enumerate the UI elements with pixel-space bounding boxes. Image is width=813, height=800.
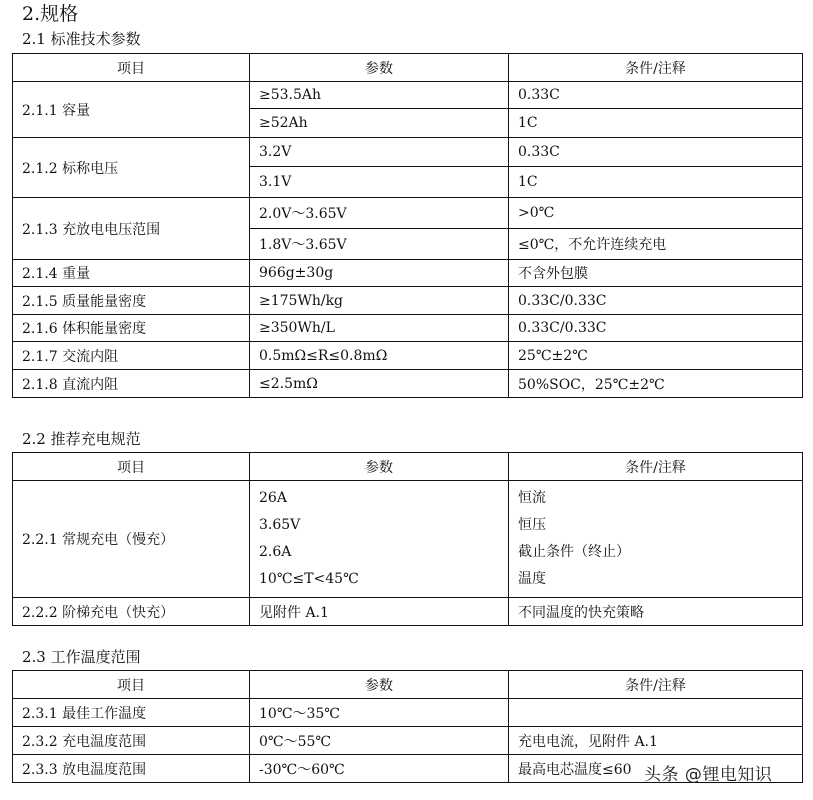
row-param: 26A: [259, 490, 287, 506]
table-row: [13, 82, 803, 109]
table-standard-specs: [12, 53, 803, 398]
table-row: [13, 198, 803, 229]
row-item: 2.1.5 质量能量密度: [13, 287, 250, 315]
row-param: 3.2V: [250, 138, 509, 167]
row-note: 0.33C/0.33C: [509, 287, 803, 315]
row-param: ≤2.5mΩ: [250, 370, 509, 398]
row-note: 0.33C/0.33C: [509, 315, 803, 342]
row-note: 最高电芯温度≤60: [509, 755, 803, 783]
table-row: [13, 315, 803, 342]
row-param: 0℃～55℃: [250, 727, 509, 755]
table-row: [13, 287, 803, 315]
header-item: 项目: [13, 671, 250, 699]
row-note: [509, 699, 803, 727]
table-header-row: [13, 54, 803, 82]
row-note: 截止条件（终止）: [518, 544, 630, 560]
row-param: ≥175Wh/kg: [250, 287, 509, 315]
header-item: 项目: [13, 453, 250, 481]
row-param: 0.5mΩ≤R≤0.8mΩ: [250, 342, 509, 370]
row-note: 1C: [509, 167, 803, 198]
table-row: [13, 481, 803, 598]
row-note: 0.33C: [509, 82, 803, 109]
row-params: [250, 481, 509, 598]
row-note: 不含外包膜: [509, 260, 803, 287]
row-note: 恒压: [518, 517, 546, 533]
row-note: 不同温度的快充策略: [509, 598, 803, 626]
row-item: 2.2.1 常规充电（慢充）: [13, 481, 250, 598]
header-params: 参数: [250, 453, 509, 481]
row-item: 2.1.3 充放电电压范围: [13, 198, 250, 260]
header-notes: 条件/注释: [509, 671, 803, 699]
row-notes: [509, 481, 803, 598]
row-note: 温度: [518, 571, 546, 587]
row-item: 2.3.1 最佳工作温度: [13, 699, 250, 727]
row-param: 2.0V～3.65V: [250, 198, 509, 229]
row-item: 2.3.3 放电温度范围: [13, 755, 250, 783]
row-item: 2.1.1 容量: [13, 82, 250, 138]
header-params: 参数: [250, 54, 509, 82]
row-note: 0.33C: [509, 138, 803, 167]
table-header-row: [13, 671, 803, 699]
row-item: 2.1.8 直流内阻: [13, 370, 250, 398]
row-item: 2.1.4 重量: [13, 260, 250, 287]
row-item: 2.2.2 阶梯充电（快充）: [13, 598, 250, 626]
row-param: 2.6A: [259, 544, 292, 560]
table-row: [13, 598, 803, 626]
row-param: ≥350Wh/L: [250, 315, 509, 342]
row-param: -30℃～60℃: [250, 755, 509, 783]
table-header-row: [13, 453, 803, 481]
row-item: 2.1.6 体积能量密度: [13, 315, 250, 342]
row-item: 2.1.2 标称电压: [13, 138, 250, 198]
row-param: ≥53.5Ah: [250, 82, 509, 109]
row-param: 10℃≤T<45℃: [259, 571, 359, 587]
table-row: [13, 370, 803, 398]
table-row: [13, 342, 803, 370]
section-title: 2.规格: [22, 3, 79, 25]
row-note: 恒流: [518, 490, 546, 506]
row-param: 10℃～35℃: [250, 699, 509, 727]
header-params: 参数: [250, 671, 509, 699]
table-row: [13, 260, 803, 287]
brand-watermark: 头条 @锂电知识: [644, 765, 773, 785]
row-param: 1.8V～3.65V: [250, 229, 509, 260]
row-item: 2.3.2 充电温度范围: [13, 727, 250, 755]
row-note: 25℃±2℃: [509, 342, 803, 370]
header-notes: 条件/注释: [509, 453, 803, 481]
row-note: 1C: [509, 109, 803, 138]
row-note: 充电电流，见附件 A.1: [509, 727, 803, 755]
table-row: [13, 699, 803, 727]
table-row: [13, 138, 803, 167]
subsection-title-2-1: 2.1 标准技术参数: [22, 30, 141, 48]
row-note: >0℃: [509, 198, 803, 229]
subsection-title-2-2: 2.2 推荐充电规范: [22, 430, 141, 448]
row-item: 2.1.7 交流内阻: [13, 342, 250, 370]
header-notes: 条件/注释: [509, 54, 803, 82]
row-param: 3.65V: [259, 517, 301, 533]
row-param: 3.1V: [250, 167, 509, 198]
subsection-title-2-3: 2.3 工作温度范围: [22, 648, 141, 666]
header-item: 项目: [13, 54, 250, 82]
row-note: 50%SOC，25℃±2℃: [509, 370, 803, 398]
row-note: ≤0℃，不允许连续充电: [509, 229, 803, 260]
row-param: ≥52Ah: [250, 109, 509, 138]
row-param: 见附件 A.1: [250, 598, 509, 626]
table-row: [13, 727, 803, 755]
row-param: 966g±30g: [250, 260, 509, 287]
table-charging-spec: [12, 452, 803, 626]
